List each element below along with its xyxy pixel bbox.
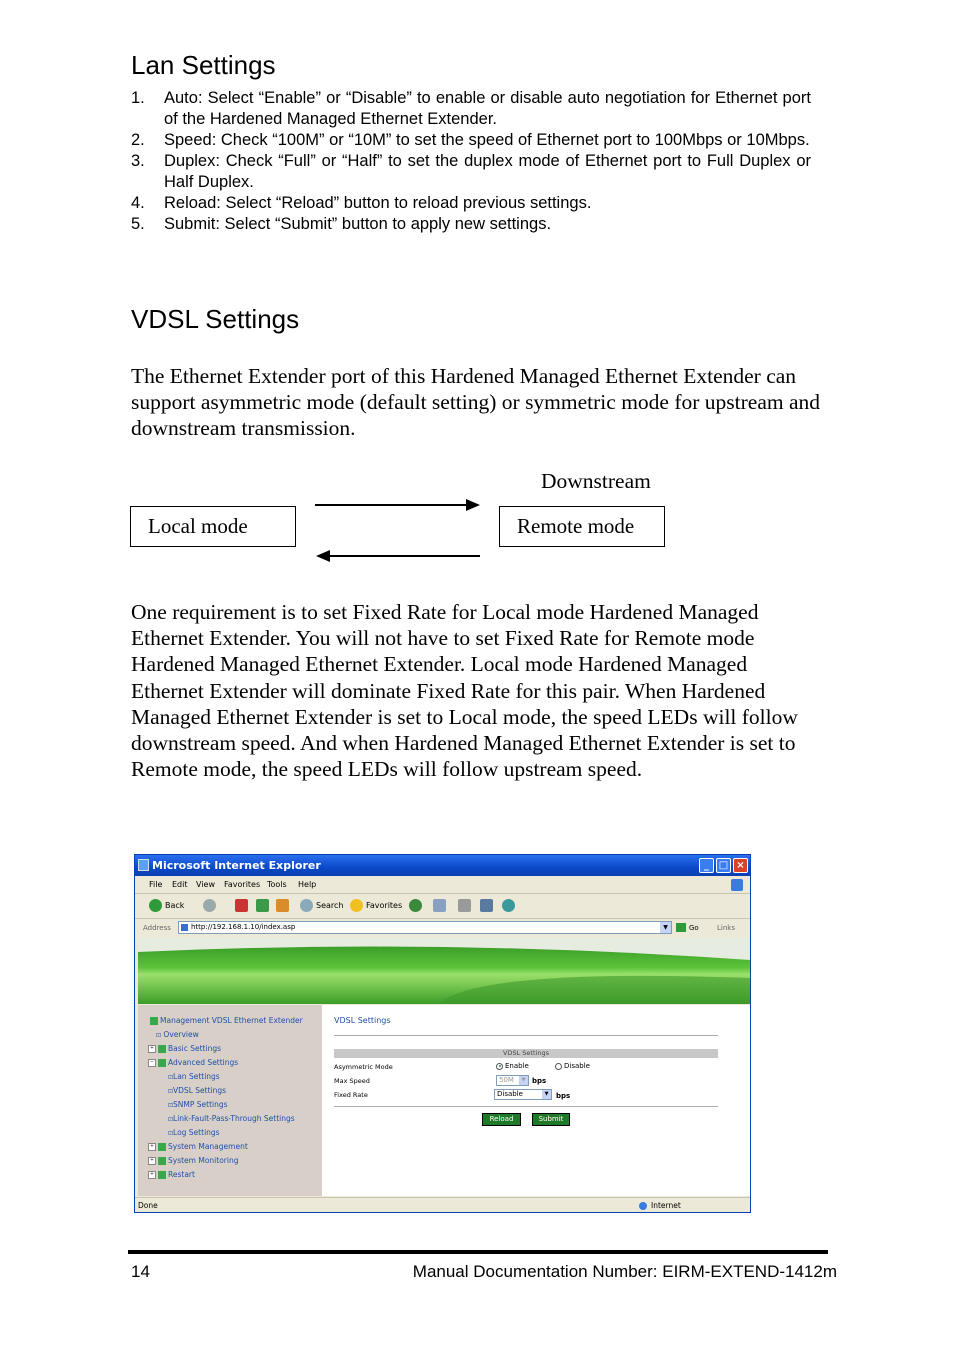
list-item: 2. Speed: Check “100M” or “10M” to set the speed of Ethernet port to 100Mbps or 10Mbps. bbox=[131, 131, 810, 149]
history-icon[interactable] bbox=[409, 899, 422, 912]
edit-icon[interactable] bbox=[480, 899, 493, 912]
search-label[interactable]: Search bbox=[316, 901, 344, 910]
print-icon[interactable] bbox=[458, 899, 471, 912]
doc-number: Manual Documentation Number: EIRM-EXTEND-1412m bbox=[412, 1262, 837, 1281]
windows-logo-icon bbox=[731, 879, 743, 891]
nav-snmp-settings[interactable]: ⊡SNMP Settings bbox=[168, 1100, 228, 1109]
forward-icon[interactable] bbox=[203, 899, 216, 912]
chevron-down-icon[interactable]: ▼ bbox=[542, 1090, 551, 1099]
fixed-rate-label: Fixed Rate bbox=[334, 1091, 368, 1099]
expand-icon[interactable]: + bbox=[149, 1143, 155, 1149]
links-label[interactable]: Links bbox=[717, 924, 735, 932]
expand-icon[interactable]: + bbox=[149, 1171, 155, 1177]
direction-arrows bbox=[310, 495, 490, 567]
mail-icon[interactable] bbox=[433, 899, 446, 912]
menu-file[interactable]: File bbox=[149, 880, 163, 889]
footer-rule bbox=[128, 1250, 828, 1254]
nav-log-settings[interactable]: ⊡Log Settings bbox=[168, 1128, 220, 1137]
page-title: VDSL Settings bbox=[334, 1016, 391, 1025]
go-button[interactable]: Go bbox=[689, 924, 699, 932]
list-item: 1. Auto: Select “Enable” or “Disable” to enable or disable auto negotiation for Ethernet port of the Hardened Managed Ethernet Extender. bbox=[131, 89, 811, 128]
local-mode-box: Local mode bbox=[130, 506, 296, 547]
maximize-icon[interactable]: □ bbox=[716, 858, 731, 873]
messenger-icon[interactable] bbox=[502, 899, 515, 912]
menu-help[interactable]: Help bbox=[298, 880, 317, 889]
menu-edit[interactable]: Edit bbox=[172, 880, 188, 889]
nav-root[interactable]: Management VDSL Ethernet Extender bbox=[150, 1016, 303, 1026]
folder-icon bbox=[158, 1059, 166, 1067]
search-icon[interactable] bbox=[300, 899, 313, 912]
submit-button[interactable]: Submit bbox=[532, 1113, 570, 1126]
address-bar bbox=[135, 919, 750, 937]
vdsl-intro-paragraph: The Ethernet Extender port of this Hardened Managed Ethernet Extender can support asymmetric mode (default setting) or symmetric mode for upstream and downstream transmission. bbox=[131, 364, 821, 441]
nav-sidebar bbox=[138, 1005, 322, 1196]
folder-icon bbox=[158, 1157, 166, 1165]
favorites-star-icon[interactable] bbox=[350, 899, 363, 912]
expand-icon[interactable]: + bbox=[149, 1045, 155, 1051]
go-arrow-icon[interactable] bbox=[676, 923, 686, 932]
disable-radio[interactable]: Disable bbox=[555, 1062, 590, 1070]
menu-view[interactable]: View bbox=[196, 880, 215, 889]
list-item: 3. Duplex: Check “Full” or “Half” to set the duplex mode of Ethernet port to Full Duplex or Half Duplex. bbox=[131, 152, 811, 191]
home-icon[interactable] bbox=[276, 899, 289, 912]
menu-tools[interactable]: Tools bbox=[267, 880, 287, 889]
asymmetric-mode-label: Asymmetric Mode bbox=[334, 1063, 393, 1071]
page-icon bbox=[181, 924, 188, 931]
globe-icon bbox=[639, 1202, 647, 1210]
nav-link-fault-settings[interactable]: ⊡Link-Fault-Pass-Through Settings bbox=[168, 1114, 295, 1123]
nav-system-management[interactable]: + System Management bbox=[149, 1142, 248, 1151]
fixed-rate-unit: bps bbox=[556, 1092, 571, 1100]
zone-label: Internet bbox=[651, 1201, 681, 1210]
chevron-down-icon[interactable]: ▼ bbox=[660, 922, 671, 933]
divider bbox=[334, 1106, 718, 1107]
remote-mode-box: Remote mode bbox=[499, 506, 665, 547]
favorites-label[interactable]: Favorites bbox=[366, 901, 403, 910]
status-text: Done bbox=[138, 1201, 158, 1210]
folder-icon bbox=[158, 1045, 166, 1053]
divider bbox=[334, 1035, 718, 1036]
nav-overview[interactable]: ⊡ Overview bbox=[156, 1030, 199, 1039]
vdsl-settings-heading: VDSL Settings bbox=[131, 304, 300, 334]
nav-advanced-settings[interactable]: − Advanced Settings bbox=[149, 1058, 239, 1067]
nav-restart[interactable]: + Restart bbox=[149, 1170, 195, 1179]
list-item: 4. Reload: Select “Reload” button to reload previous settings. bbox=[131, 194, 592, 212]
enable-radio[interactable]: Enable bbox=[496, 1062, 529, 1070]
max-speed-label: Max Speed bbox=[334, 1077, 370, 1085]
close-icon[interactable]: × bbox=[733, 858, 748, 873]
menu-favorites[interactable]: Favorites bbox=[224, 880, 261, 889]
address-input[interactable]: http://192.168.1.10/index.asp ▼ bbox=[178, 921, 672, 934]
nav-lan-settings[interactable]: ⊡Lan Settings bbox=[168, 1072, 220, 1081]
max-speed-unit: bps bbox=[532, 1077, 547, 1085]
downstream-label: Downstream bbox=[541, 469, 651, 493]
page-number: 14 bbox=[131, 1262, 150, 1281]
folder-icon bbox=[150, 1017, 158, 1025]
vdsl-body-paragraph: One requirement is to set Fixed Rate for Local mode Hardened Managed Ethernet Extender. You will not have to set Fixed Rate for Remote mode Hardened Managed Ethernet Extender. Local mode Hardened Managed Ethernet Extender will dominate Fixed Rate for this pair. When Hardened Managed Ethernet Extender is set to Local mode, the speed LEDs will follow downstream speed. And when Hardened Managed Ethernet Extender is set to Remote mode, the speed LEDs will follow upstream speed. bbox=[131, 600, 798, 782]
nav-basic-settings[interactable]: + Basic Settings bbox=[149, 1044, 222, 1053]
table-header: VDSL Settings bbox=[334, 1049, 718, 1058]
browser-window bbox=[134, 854, 751, 1213]
back-icon[interactable] bbox=[149, 899, 162, 912]
minimize-icon[interactable]: _ bbox=[699, 858, 714, 873]
lan-settings-heading: Lan Settings bbox=[131, 50, 276, 80]
toolbar bbox=[135, 894, 750, 919]
menu-bar bbox=[135, 877, 750, 894]
lan-settings-list bbox=[131, 88, 811, 235]
status-bar bbox=[135, 1197, 750, 1213]
radio-empty-icon[interactable] bbox=[555, 1063, 562, 1070]
title-bar: Microsoft Internet Explorer _ □ × bbox=[135, 855, 750, 876]
nav-system-monitoring[interactable]: + System Monitoring bbox=[149, 1156, 239, 1165]
list-item: 5. Submit: Select “Submit” button to apply new settings. bbox=[131, 215, 552, 233]
back-label[interactable]: Back bbox=[165, 901, 185, 910]
address-label: Address bbox=[143, 924, 171, 932]
folder-icon bbox=[158, 1171, 166, 1179]
folder-icon bbox=[158, 1143, 166, 1151]
nav-vdsl-settings[interactable]: ⊡VDSL Settings bbox=[168, 1086, 227, 1095]
refresh-icon[interactable] bbox=[256, 899, 269, 912]
fixed-rate-select[interactable]: Disable ▼ bbox=[494, 1089, 552, 1100]
stop-icon[interactable] bbox=[235, 899, 248, 912]
radio-selected-icon[interactable] bbox=[496, 1063, 503, 1070]
max-speed-select[interactable]: 50M ▼ bbox=[496, 1075, 529, 1086]
ie-icon bbox=[138, 859, 149, 871]
chevron-down-icon[interactable]: ▼ bbox=[519, 1076, 528, 1085]
expand-icon[interactable]: + bbox=[149, 1157, 155, 1163]
content-panel bbox=[322, 1005, 750, 1196]
banner-swoosh bbox=[138, 938, 750, 1004]
reload-button[interactable]: Reload bbox=[482, 1113, 521, 1126]
collapse-icon[interactable]: − bbox=[149, 1059, 155, 1065]
